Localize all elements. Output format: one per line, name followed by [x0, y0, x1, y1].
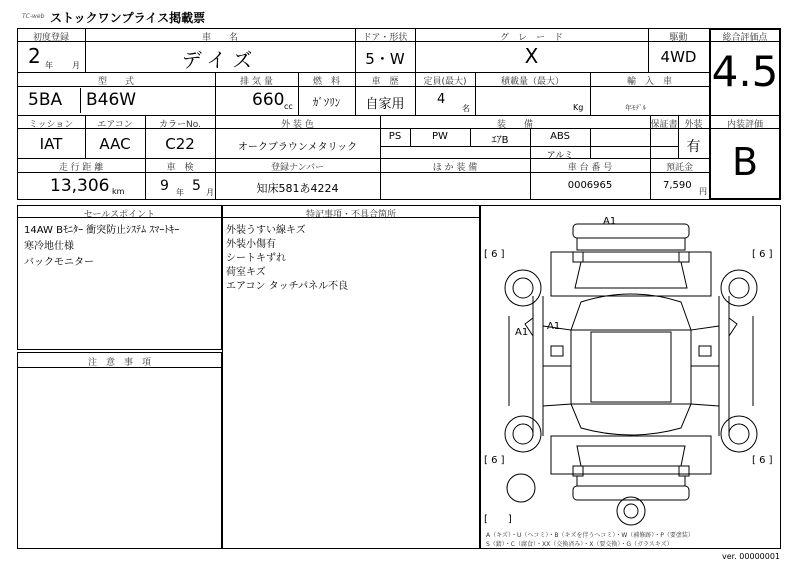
capacity-unit: 名	[462, 104, 470, 113]
sales-point-line-3: バックモニター	[24, 257, 94, 268]
label-displacement: 排 気 量	[240, 77, 273, 87]
inspection-year: 9	[160, 178, 169, 194]
legend-line-1: A（キズ）・U（へコミ）・B（キズを伴うへコミ）・W（補修跡）・P（要塗装）	[486, 532, 694, 539]
label-overall-score: 総合評価点	[722, 33, 768, 43]
usage-value: 自家用	[365, 97, 405, 112]
page-title: ストックワンプライス掲載票	[50, 11, 206, 25]
logo: TC-web	[22, 13, 45, 20]
equip-alumi: アルミ	[546, 151, 574, 161]
version-label: ver. 00000001	[722, 552, 781, 561]
sales-points-label: セールスポイント	[83, 210, 156, 220]
mileage-unit: km	[112, 187, 125, 196]
equip-abs: ABS	[550, 131, 570, 142]
year-unit: 年	[45, 61, 53, 70]
inspection-month-unit: 月	[206, 188, 214, 197]
label-aircon: エアコン	[97, 120, 133, 130]
mark-a1-left: A1	[515, 327, 529, 338]
label-model: 型 式	[97, 77, 134, 87]
inspection-month: 5	[192, 178, 201, 194]
label-deposit: 預託金	[665, 163, 693, 173]
equip-pw: PW	[432, 131, 448, 142]
first-reg-year: 2	[28, 44, 41, 68]
equip-airbag: ｴｱB	[491, 135, 509, 146]
color-no-value: C22	[165, 135, 195, 153]
load-unit: Kg	[573, 103, 584, 112]
label-inspection: 車 検	[166, 163, 194, 173]
mark-tire-bl: [ 6 ]	[484, 455, 505, 466]
caution-box	[17, 352, 222, 549]
car-name-value: デイズ	[181, 48, 259, 72]
label-mileage: 走 行 距 離	[58, 163, 104, 173]
note-line-3: シートキずれ	[226, 253, 286, 264]
label-other-equipment: ほ か 装 備	[432, 163, 478, 173]
label-capacity: 定員(最大)	[423, 77, 467, 87]
label-equipment: 装 備	[496, 120, 533, 130]
legend-line-2: S（錆）・C（腐食）・XX（交換済み）・X（要交換）・G（ガラスキズ）	[486, 541, 673, 548]
notes-label: 特記事項・不具合箇所	[305, 210, 396, 220]
door-value: 5・W	[365, 50, 405, 68]
label-mission: ミッション	[28, 120, 74, 130]
equip-ps: PS	[388, 131, 402, 142]
warranty-value: 有	[686, 139, 701, 155]
mission-value: IAT	[39, 135, 63, 153]
sales-point-line-2: 寒冷地仕様	[24, 241, 74, 252]
grade-value: X	[524, 44, 539, 68]
mark-tire-tr: [ 6 ]	[752, 249, 773, 260]
label-interior-score: 内装評価	[726, 120, 763, 130]
sales-point-line-1: 14AW Bﾓﾆﾀｰ 衝突防止ｼｽﾃﾑ ｽﾏｰﾄｷｰ	[24, 225, 180, 236]
label-color-no: カラーNo.	[159, 120, 201, 130]
label-first-reg: 初度登録	[32, 33, 69, 43]
deposit-value: 7,590	[663, 180, 692, 191]
fuel-value: ｶﾞｿﾘﾝ	[312, 96, 341, 109]
displacement-unit: cc	[284, 102, 293, 111]
label-import: 輸 入 車	[626, 77, 672, 87]
label-grade: グ レ ー ド	[499, 33, 563, 43]
plate-value: 知床581あ4224	[256, 182, 339, 195]
mileage-value: 13,306	[50, 176, 110, 196]
mark-a1-top: A1	[603, 216, 617, 227]
label-door-shape: ドア・形状	[362, 33, 408, 43]
mark-a1-center: A1	[547, 321, 561, 332]
label-plate: 登録ナンバー	[271, 163, 324, 173]
note-line-1: 外装うすい線キズ	[226, 225, 306, 236]
label-usage: 車 歴	[371, 77, 399, 87]
label-warranty: 保証書	[650, 120, 678, 130]
mark-bottom-bracket: [ ]	[484, 514, 512, 525]
displacement-value: 660	[252, 90, 285, 110]
model-prefix: 5BA	[28, 90, 63, 110]
caution-label: 注 意 事 項	[87, 358, 151, 368]
label-load: 積載量（最大）	[500, 77, 564, 87]
deposit-unit: 円	[699, 187, 707, 196]
drive-value: 4WD	[660, 48, 697, 66]
capacity-value: 4	[437, 92, 446, 107]
note-line-5: エアコン タッチパネル不良	[226, 281, 349, 292]
label-fuel: 燃 料	[312, 77, 340, 87]
exterior-color-value: オークブラウンメタリック	[237, 142, 358, 153]
label-exterior-color: 外 装 色	[281, 120, 314, 130]
label-car-name: 車 名	[201, 33, 238, 43]
note-line-2: 外装小傷有	[226, 239, 276, 250]
vehicle-no-value: 0006965	[567, 180, 613, 191]
aircon-value: AAC	[99, 135, 131, 153]
mark-tire-tl: [ 6 ]	[484, 249, 505, 260]
interior-score-value: B	[731, 140, 759, 184]
overall-score-value: 4.5	[711, 47, 779, 96]
model-code: B46W	[86, 90, 137, 110]
note-line-4: 荷室キズ	[226, 267, 266, 278]
inspection-year-unit: 年	[176, 188, 184, 197]
label-exterior: 外装	[684, 120, 703, 130]
label-drive: 駆動	[669, 33, 688, 43]
mark-tire-br: [ 6 ]	[752, 455, 773, 466]
month-unit: 月	[72, 61, 80, 70]
label-vehicle-no: 車 台 番 号	[567, 163, 613, 173]
model-year-label: 年ﾓﾃﾞﾙ	[625, 104, 646, 112]
car-diagram	[481, 206, 780, 531]
